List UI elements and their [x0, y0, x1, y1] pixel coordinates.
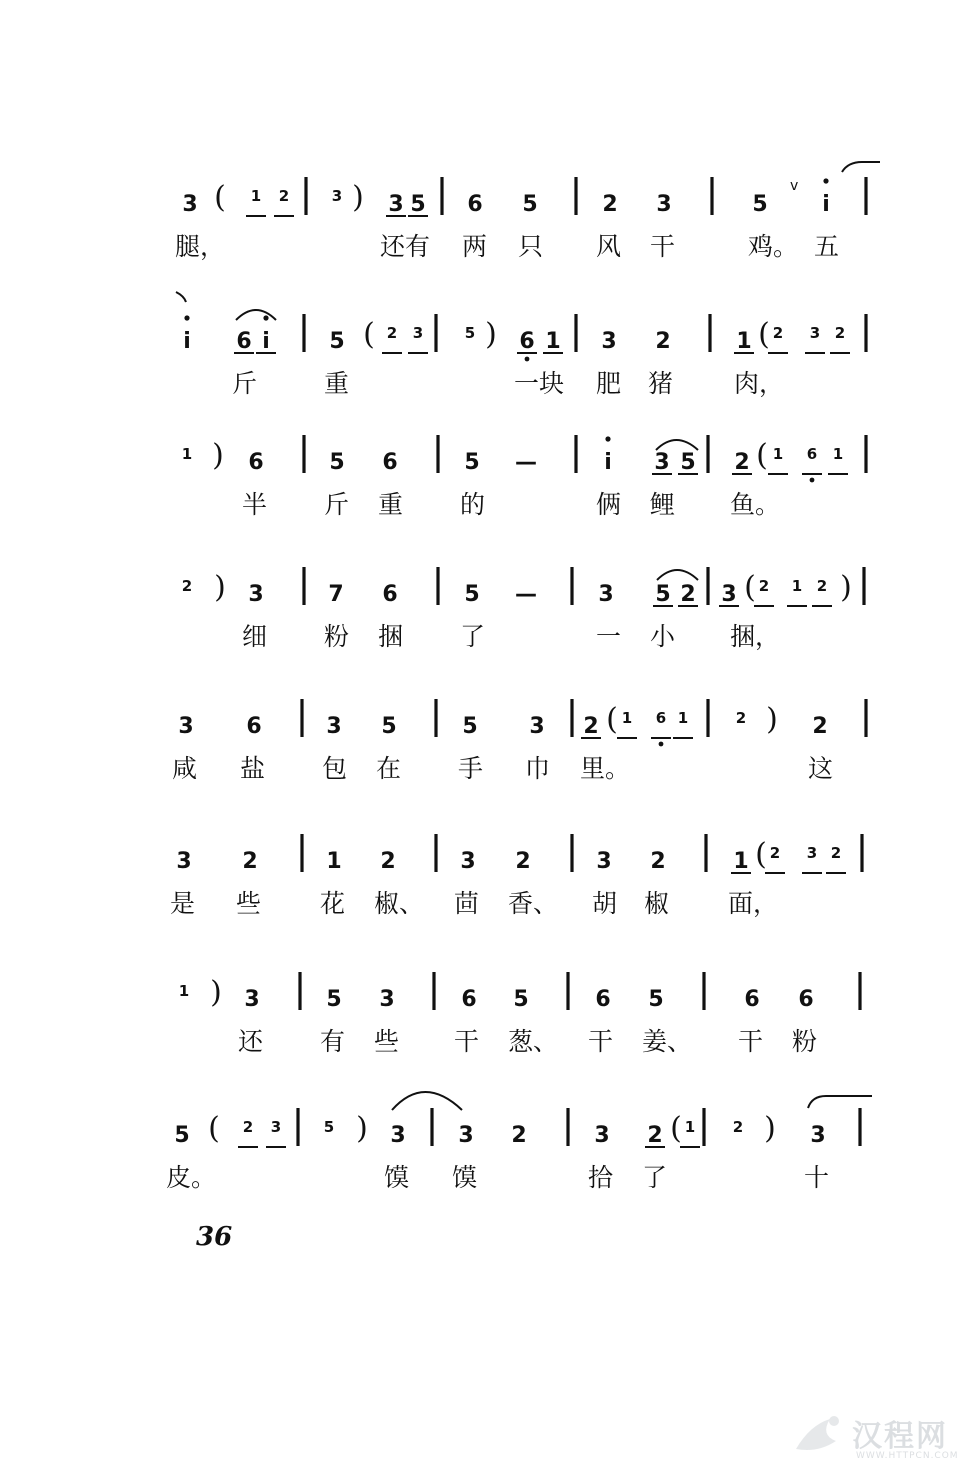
lyric: 还有 — [380, 232, 431, 261]
lyric: 鲤 — [650, 490, 676, 519]
note: 3 — [331, 187, 343, 205]
note: 6 — [461, 987, 477, 1012]
note: i — [262, 329, 270, 354]
note: 5 — [752, 192, 768, 217]
note: 5 — [680, 450, 696, 475]
note: 3 — [379, 987, 395, 1012]
parenthesis: ( — [755, 837, 767, 872]
note: 1 — [326, 849, 342, 874]
parenthesis: ( — [670, 1111, 682, 1146]
lyric: 肥 — [596, 369, 622, 398]
parenthesis: ( — [208, 1111, 220, 1146]
parenthesis: ) — [212, 438, 224, 473]
note: 3 — [270, 1118, 282, 1136]
watermark-url: WWW.HTTPCN.COM — [856, 1451, 959, 1461]
note: 1 — [250, 187, 262, 205]
lyric: 是 — [170, 889, 196, 918]
parenthesis: ) — [485, 317, 497, 352]
note: 1 — [545, 329, 561, 354]
lyric: 有 — [320, 1027, 346, 1056]
note: 5 — [381, 714, 397, 739]
lyric: 俩 — [596, 490, 622, 519]
slur-mark — [657, 570, 698, 580]
note: 3 — [390, 1123, 406, 1148]
parenthesis: ( — [363, 317, 375, 352]
lyric: 五 — [814, 232, 840, 261]
note: 2 — [650, 849, 666, 874]
note: 3 — [598, 582, 614, 607]
note: 3 — [458, 1123, 474, 1148]
note: 5 — [648, 987, 664, 1012]
lyric: 拾 — [588, 1163, 614, 1192]
high-octave-dot — [184, 315, 189, 320]
note: 6 — [246, 714, 262, 739]
note: 2 — [769, 844, 781, 862]
score-line — [175, 177, 866, 261]
lyric: 手 — [458, 754, 484, 783]
parenthesis: ( — [744, 570, 756, 605]
note: 5 — [464, 582, 480, 607]
lyric: 粉 — [324, 622, 350, 651]
note: 3 — [654, 450, 670, 475]
lyric: 斤 — [232, 369, 258, 398]
note: 2 — [181, 577, 193, 595]
note: 1 — [677, 709, 689, 727]
note: 2 — [515, 849, 531, 874]
note: 5 — [329, 329, 345, 354]
lyric: 花 — [320, 889, 346, 918]
note: 5 — [513, 987, 529, 1012]
lyric: 在 — [376, 754, 402, 783]
note: 5 — [655, 582, 671, 607]
note: 6 — [806, 445, 818, 463]
lyric: 些 — [236, 889, 262, 918]
note: 3 — [594, 1123, 610, 1148]
parenthesis: ( — [756, 438, 768, 473]
lyric: 只 — [518, 232, 544, 261]
tie-mark — [176, 292, 186, 302]
lyric: 肉， — [734, 369, 785, 398]
note: 3 — [248, 582, 264, 607]
note: i — [183, 329, 191, 354]
note: 2 — [242, 1118, 254, 1136]
note: 3 — [656, 192, 672, 217]
lyric: 一 — [596, 622, 622, 651]
parenthesis: ( — [758, 317, 770, 352]
lyric: 些 — [374, 1027, 400, 1056]
lyric: 重 — [324, 369, 350, 398]
note: 3 — [809, 324, 821, 342]
note: 5 — [522, 192, 538, 217]
lyric: 猪 — [648, 369, 674, 398]
lyric: 香、 — [508, 889, 559, 918]
note: 5 — [464, 324, 476, 342]
note: 1 — [684, 1118, 696, 1136]
lyric: 干 — [738, 1027, 764, 1056]
note: 2 — [511, 1123, 527, 1148]
note: 3 — [460, 849, 476, 874]
note: 3 — [178, 714, 194, 739]
note: 2 — [816, 577, 828, 595]
high-octave-dot — [605, 436, 610, 441]
lyric: 椒 — [644, 889, 670, 918]
low-octave-dot — [810, 478, 815, 483]
lyric: 粉 — [792, 1027, 818, 1056]
breath-mark: v — [790, 178, 799, 194]
note: — — [515, 582, 537, 607]
note: 2 — [386, 324, 398, 342]
note: 5 — [174, 1123, 190, 1148]
note: 5 — [462, 714, 478, 739]
lyric: 还 — [238, 1027, 264, 1056]
lyric: 一块 — [514, 369, 565, 398]
note: 2 — [732, 1118, 744, 1136]
lyric: 捆 — [378, 622, 404, 651]
note: 2 — [830, 844, 842, 862]
lyric: 干 — [650, 232, 676, 261]
tie-mark — [842, 162, 880, 172]
note: 7 — [328, 582, 344, 607]
note: 2 — [735, 709, 747, 727]
note: 3 — [412, 324, 424, 342]
lyric: 盐 — [240, 754, 266, 783]
lyric: 里。 — [580, 754, 631, 783]
lyric: 两 — [462, 232, 488, 261]
lyric: 馍 — [452, 1163, 478, 1192]
parenthesis: ( — [214, 180, 226, 215]
watermark — [790, 1405, 960, 1475]
lyric: 细 — [242, 622, 268, 651]
lyric: 面， — [728, 889, 779, 918]
lyric: 了 — [642, 1163, 668, 1192]
score-line — [182, 435, 866, 519]
note: 1 — [621, 709, 633, 727]
note: — — [515, 450, 537, 475]
note: 1 — [772, 445, 784, 463]
note: 3 — [596, 849, 612, 874]
note: 1 — [181, 445, 193, 463]
lyric: 十 — [804, 1163, 830, 1192]
lyric: 干 — [588, 1027, 614, 1056]
note: 3 — [721, 582, 737, 607]
watermark-text: 汉程网 — [852, 1419, 948, 1454]
note: 1 — [178, 982, 190, 1000]
note: 6 — [744, 987, 760, 1012]
note: 5 — [329, 450, 345, 475]
score-line — [166, 1108, 860, 1192]
score-line — [182, 567, 864, 651]
parenthesis: ) — [764, 1111, 776, 1146]
low-octave-dot — [659, 742, 664, 747]
lyric: 皮。 — [166, 1163, 217, 1192]
note: 6 — [382, 450, 398, 475]
parenthesis: ) — [214, 570, 226, 605]
lyric: 小 — [650, 622, 676, 651]
lyric: 姜、 — [642, 1027, 693, 1056]
note: 1 — [736, 329, 752, 354]
note: 6 — [655, 709, 667, 727]
note: 2 — [655, 329, 671, 354]
note: 1 — [791, 577, 803, 595]
slur-mark — [392, 1092, 462, 1110]
lyric: 半 — [242, 490, 268, 519]
note: 2 — [380, 849, 396, 874]
note: 1 — [832, 445, 844, 463]
lyric: 椒、 — [374, 889, 425, 918]
score-line — [183, 314, 866, 398]
parenthesis: ) — [352, 180, 364, 215]
slur-mark — [656, 440, 698, 450]
note: 3 — [182, 192, 198, 217]
lyric: 包 — [322, 754, 348, 783]
lyric: 巾 — [525, 754, 551, 783]
note: 6 — [236, 329, 252, 354]
note: 6 — [248, 450, 264, 475]
note: 2 — [734, 450, 750, 475]
note: 3 — [601, 329, 617, 354]
lyric: 风 — [596, 232, 622, 261]
note: 6 — [382, 582, 398, 607]
note: 3 — [806, 844, 818, 862]
lyric: 了 — [460, 622, 486, 651]
slur-mark — [236, 310, 276, 320]
lyric: 斤 — [324, 490, 350, 519]
note: 2 — [772, 324, 784, 342]
high-octave-dot — [823, 178, 828, 183]
note: i — [604, 450, 612, 475]
lyric: 葱、 — [508, 1027, 559, 1056]
low-octave-dot — [525, 357, 530, 362]
parenthesis: ( — [606, 702, 618, 737]
page-number: 36 — [196, 1222, 233, 1252]
note: 2 — [834, 324, 846, 342]
lyric: 鸡。 — [748, 232, 799, 261]
parenthesis: ) — [840, 570, 852, 605]
note: 2 — [583, 714, 599, 739]
note: 3 — [529, 714, 545, 739]
lyric: 重 — [378, 490, 404, 519]
lyric: 鱼。 — [730, 490, 781, 519]
note: 3 — [810, 1123, 826, 1148]
note: 3 — [326, 714, 342, 739]
lyric: 咸 — [172, 754, 198, 783]
parenthesis: ) — [356, 1111, 368, 1146]
lyric: 馍 — [384, 1163, 410, 1192]
note: 6 — [467, 192, 483, 217]
score-line — [170, 834, 862, 918]
score-lines — [166, 177, 866, 1192]
watermark-logo-icon — [790, 1405, 850, 1465]
note: 2 — [758, 577, 770, 595]
high-octave-dot — [263, 315, 268, 320]
score-line — [172, 699, 866, 783]
note: 1 — [733, 849, 749, 874]
note: 6 — [519, 329, 535, 354]
note: 5 — [326, 987, 342, 1012]
note: i — [822, 192, 830, 217]
score-line — [179, 972, 860, 1056]
note: 2 — [680, 582, 696, 607]
lyric: 干 — [454, 1027, 480, 1056]
note: 2 — [647, 1123, 663, 1148]
note: 2 — [602, 192, 618, 217]
lyric: 这 — [808, 754, 834, 783]
lyric: 胡 — [592, 889, 618, 918]
note: 6 — [595, 987, 611, 1012]
parenthesis: ) — [766, 702, 778, 737]
lyric: 腿， — [175, 232, 226, 261]
lyric: 的 — [460, 490, 486, 519]
note: 3 — [176, 849, 192, 874]
note: 2 — [242, 849, 258, 874]
note: 5 — [464, 450, 480, 475]
parenthesis: ) — [210, 975, 222, 1010]
note: 6 — [798, 987, 814, 1012]
note: 2 — [278, 187, 290, 205]
note: 3 — [388, 192, 404, 217]
lyric: 捆， — [730, 622, 781, 651]
lyric: 茴 — [454, 889, 480, 918]
note: 2 — [812, 714, 828, 739]
note: 5 — [410, 192, 426, 217]
note: 5 — [323, 1118, 335, 1136]
note: 3 — [244, 987, 260, 1012]
tie-mark — [808, 1096, 872, 1108]
